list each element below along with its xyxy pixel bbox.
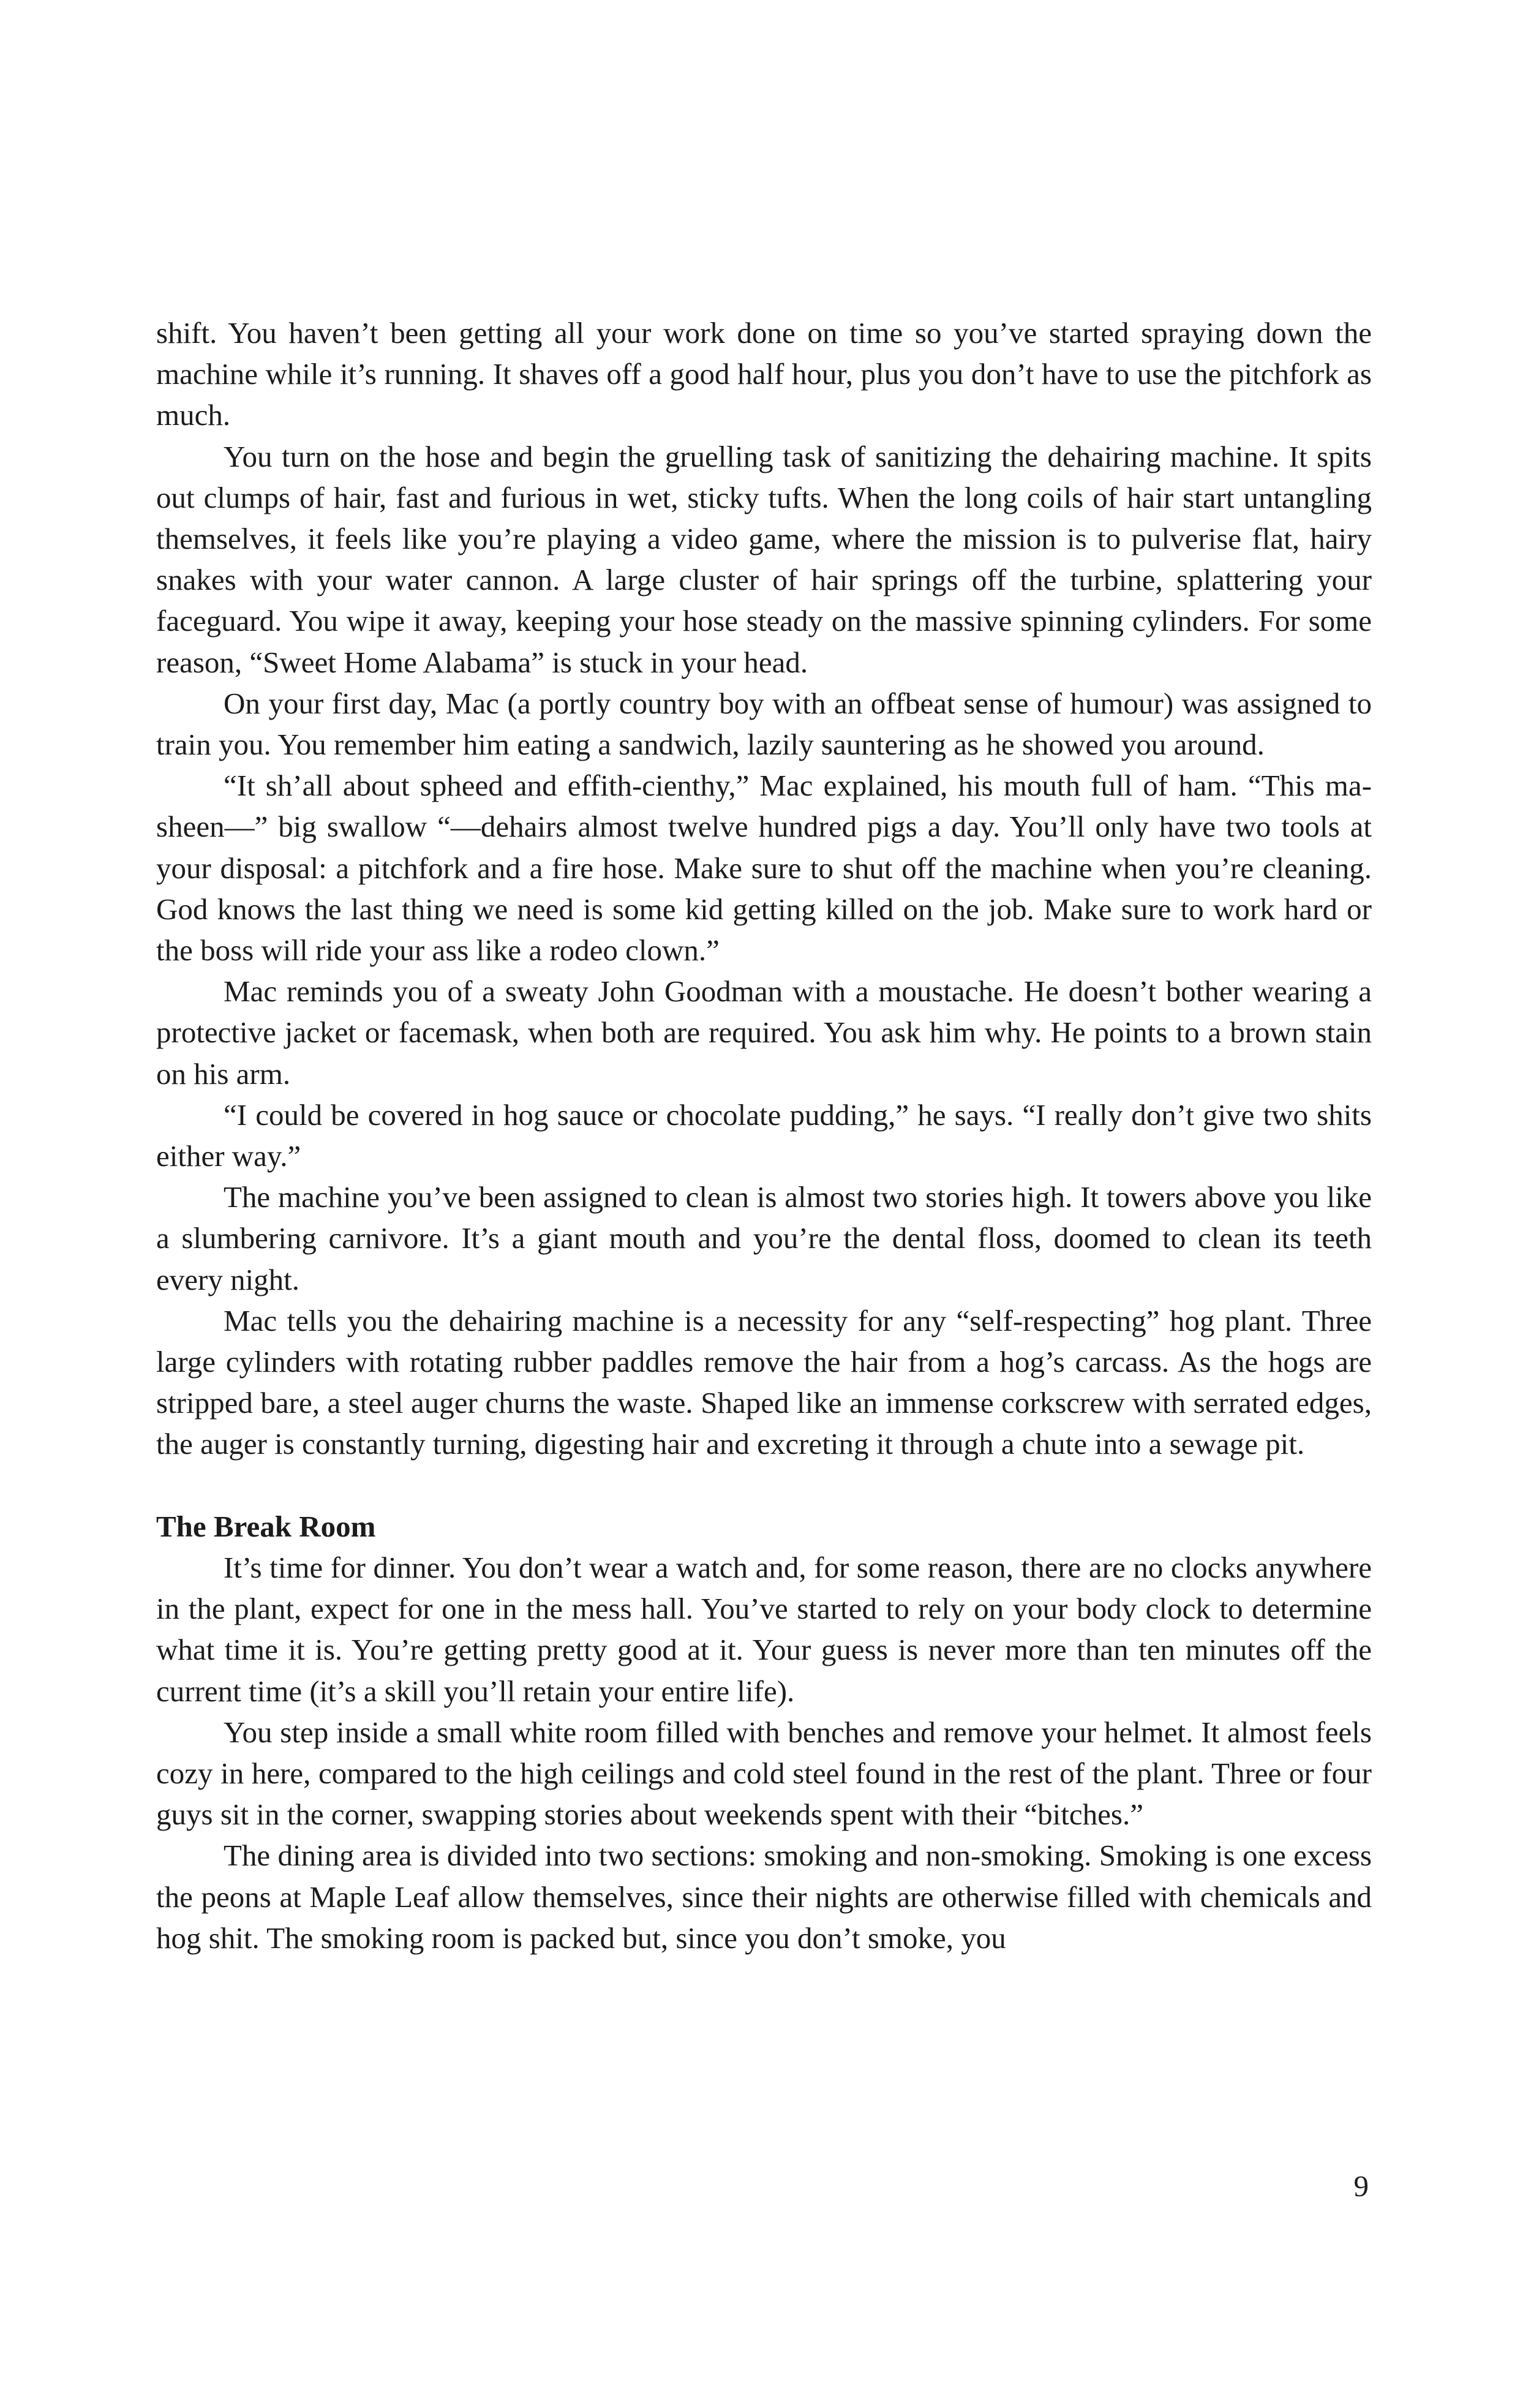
paragraph: It’s time for dinner. You don’t wear a watch and, for some reason, there are no clocks anywhere in the plant, expect for one in the mess hall. You’ve started to rely on your body clock to determine what time it is. You’re getting pretty good at it. Your guess is never more than ten minutes off the current time (it’s a skill you’ll retain your entire life).	[156, 1550, 1372, 1708]
paragraph: Mac reminds you of a sweaty John Goodman with a moustache. He doesn’t bother wearing a protective jacket or facemask, when both are required. You ask him why. He points to a brown stain on his arm.	[156, 974, 1372, 1091]
paragraph: “It sh’all about spheed and effith-cienthy,” Mac explained, his mouth full of ham. “This ma-sheen—” big swallow “—dehairs almost twelve hundred pigs a day. You’ll only have two tools at your disposal: a pitchfork and a fire hose. Make sure to shut off the machine when you’re cleaning. God knows the last thing we need is some kid getting killed on the job. Make sure to work hard or the boss will ride your ass like a rodeo clown.”	[156, 769, 1372, 968]
paragraph: “I could be covered in hog sauce or chocolate pudding,” he says. “I really don’t give two shits either way.”	[156, 1097, 1372, 1173]
paragraph: The dining area is divided into two sections: smoking and non-smoking. Smoking is one excess the peons at Maple Leaf allow themselves, since their nights are otherwise filled with chemicals and hog shit. The smoking room is packed but, since you don’t smoke, you	[156, 1838, 1372, 1955]
paragraph: Mac tells you the dehairing machine is a necessity for any “self-respecting” hog plant. Three large cylinders with rotating rubber paddles remove the hair from a hog’s carcass. As the hogs are stripped bare, a steel auger churns the waste. Shaped like an immense corkscrew with serrated edges, the auger is constantly turning, digesting hair and excreting it through a chute into a sewage pit.	[156, 1303, 1372, 1461]
page-number: 9	[1353, 2169, 1369, 2203]
paragraph: The machine you’ve been assigned to clean is almost two stories high. It towers above you like a slumbering carnivore. It’s a giant mouth and you’re the dental floss, doomed to clean its teeth every night.	[156, 1180, 1372, 1296]
paragraph: shift. You haven’t been getting all your work done on time so you’ve started spraying down the machine while it’s running. It shaves off a good half hour, plus you don’t have to use the pitchfork as much.	[156, 316, 1372, 432]
page-body	[156, 312, 1372, 1958]
paragraph: You turn on the hose and begin the gruelling task of sanitizing the dehairing machine. It spits out clumps of hair, fast and furious in wet, sticky tufts. When the long coils of hair start untangling themselves, it feels like you’re playing a video game, where the mission is to pulverise flat, hairy snakes with your water cannon. A large cluster of hair springs off the turbine, splattering your faceguard. You wipe it away, keeping your hose steady on the massive spinning cylinders. For some reason, “Sweet Home Alabama” is stuck in your head.	[156, 439, 1372, 679]
paragraph: You step inside a small white room filled with benches and remove your helmet. It almost feels cozy in here, compared to the high ceilings and cold steel found in the rest of the plant. Three or four guys sit in the corner, swapping stories about weekends spent with their “bitches.”	[156, 1715, 1372, 1832]
paragraph: On your first day, Mac (a portly country boy with an offbeat sense of humour) was assigned to train you. You remember him eating a sandwich, lazily sauntering as he showed you around.	[156, 686, 1372, 762]
section-heading: The Break Room	[156, 1509, 376, 1543]
